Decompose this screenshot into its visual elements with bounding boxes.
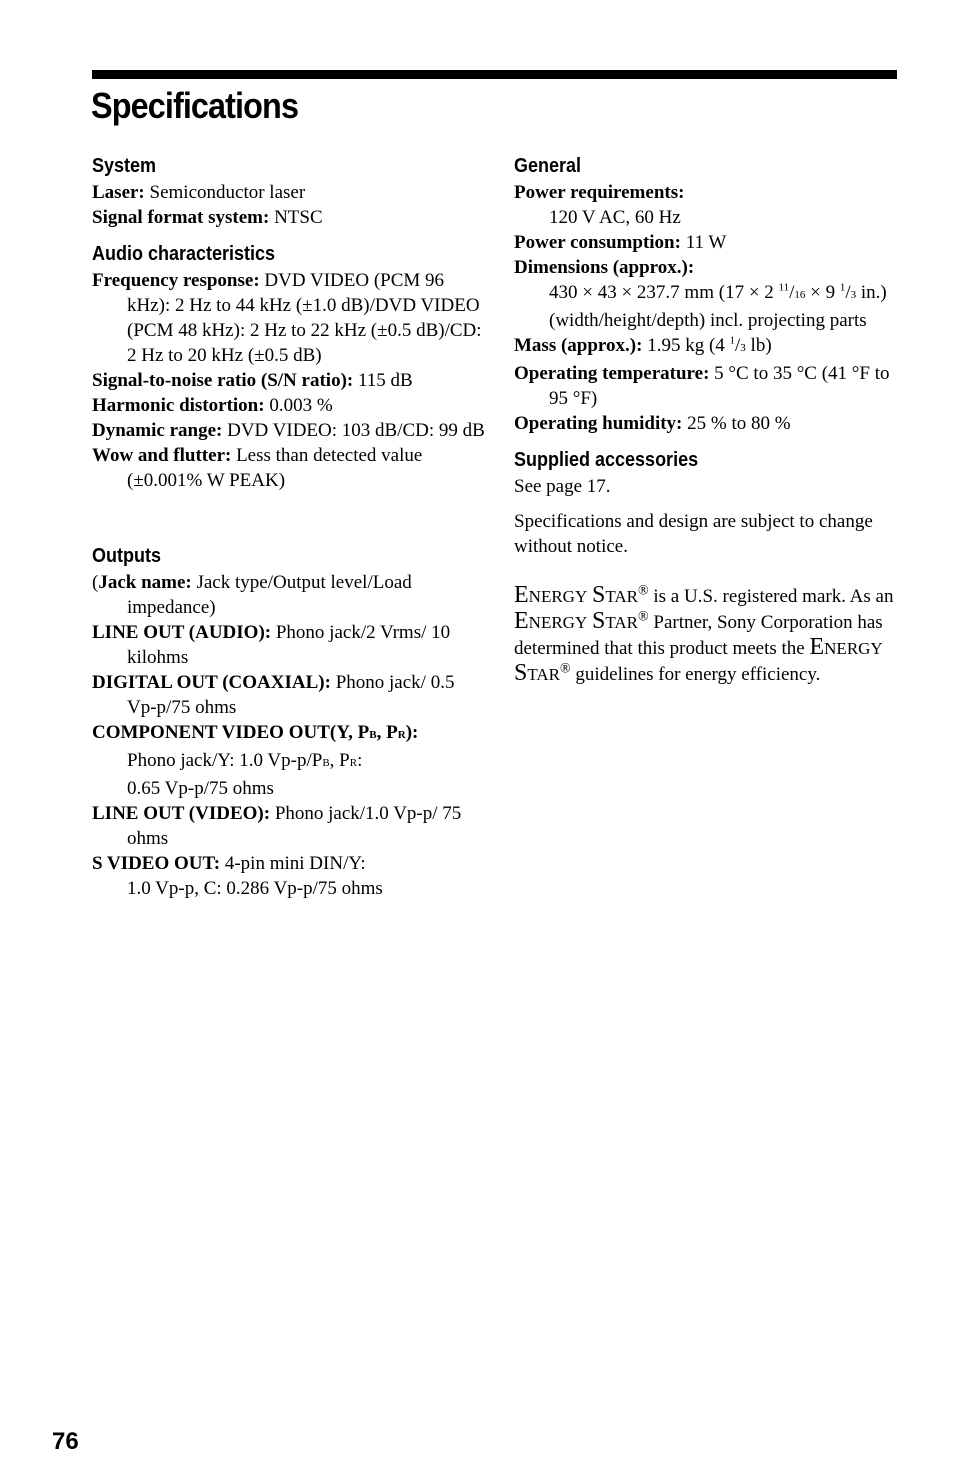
accessories-text: See page 17. xyxy=(514,476,611,497)
title-rule xyxy=(92,70,897,79)
spec-s-video-out-line2: 1.0 Vp-p, C: 0.286 Vp-p/75 ohms xyxy=(127,878,383,899)
spec-power-requirements: Power requirements: xyxy=(514,182,685,203)
spec-dimensions: Dimensions (approx.): xyxy=(514,257,695,278)
spec-laser: Laser: Semiconductor laser xyxy=(92,182,306,203)
spec-operating-humidity: Operating humidity: 25 % to 80 % xyxy=(514,413,791,434)
specifications-notice: Specifications and design are subject to change without notice. xyxy=(514,511,873,557)
spec-harmonic-distortion: Harmonic distortion: 0.003 % xyxy=(92,395,333,416)
spec-component-video-line2: 0.65 Vp-p/75 ohms xyxy=(127,778,274,799)
outputs-heading: Outputs xyxy=(92,545,161,567)
spec-operating-temperature: Operating temperature: 5 °C to 35 °C (41 °F to 95 °F) xyxy=(514,363,890,409)
page-number: 76 xyxy=(52,1428,79,1455)
spec-line-out-video: LINE OUT (VIDEO): Phono jack/1.0 Vp-p/ 75 ohms xyxy=(92,803,462,849)
spec-power-requirements-value: 120 V AC, 60 Hz xyxy=(549,207,681,228)
spec-signal-format: Signal format system: NTSC xyxy=(92,207,323,228)
audio-heading: Audio characteristics xyxy=(92,243,276,265)
spec-dynamic-range: Dynamic range: DVD VIDEO: 103 dB/CD: 99 dB xyxy=(92,420,485,441)
page-title: Specifications xyxy=(91,85,299,126)
spec-line-out-audio: LINE OUT (AUDIO): Phono jack/2 Vrms/ 10 kilohms xyxy=(92,622,451,668)
right-column xyxy=(514,152,904,687)
spec-digital-out: DIGITAL OUT (COAXIAL): Phono jack/ 0.5 Vp-p/75 ohms xyxy=(92,672,455,718)
accessories-heading: Supplied accessories xyxy=(514,449,699,471)
outputs-legend: (Jack name: Jack type/Output level/Load impedance) xyxy=(92,572,412,618)
general-heading: General xyxy=(514,155,582,177)
energy-star-paragraph: ENERGY STAR® is a U.S. registered mark. As an ENERGY STAR® Partner, Sony Corporation has determined that this product meets the ENERGY STAR® guidelines for energy efficiency. xyxy=(514,582,894,686)
spec-component-video: COMPONENT VIDEO OUT(Y, PB, PR): xyxy=(92,722,419,743)
spec-dimensions-value: 430 × 43 × 237.7 mm (17 × 2 $^{11}$/16 × 9 $^1$/3 in.) (width/height/depth) incl. projecting parts xyxy=(549,281,887,331)
spec-frequency-response: Frequency response: DVD VIDEO (PCM 96 kHz): 2 Hz to 44 kHz (±1.0 dB)/DVD VIDEO (PCM 48 kHz): 2 Hz to 22 kHz (±0.5 dB)/CD: 2 Hz to 20 kHz (±0.5 dB) xyxy=(92,270,482,366)
spec-power-consumption: Power consumption: 11 W xyxy=(514,232,727,253)
spec-wow-flutter: Wow and flutter: Less than detected value (±0.001% W PEAK) xyxy=(92,445,423,491)
system-heading: System xyxy=(92,155,157,177)
left-column xyxy=(92,152,487,901)
spec-component-video-line1: Phono jack/Y: 1.0 Vp-p/PB, PR: xyxy=(127,750,363,771)
spec-mass: Mass (approx.): 1.95 kg (4 $^1$/3 lb) xyxy=(514,334,772,356)
spec-snr: Signal-to-noise ratio (S/N ratio): 115 dB xyxy=(92,370,413,391)
spec-s-video-out: S VIDEO OUT: 4-pin mini DIN/Y: xyxy=(92,853,366,874)
